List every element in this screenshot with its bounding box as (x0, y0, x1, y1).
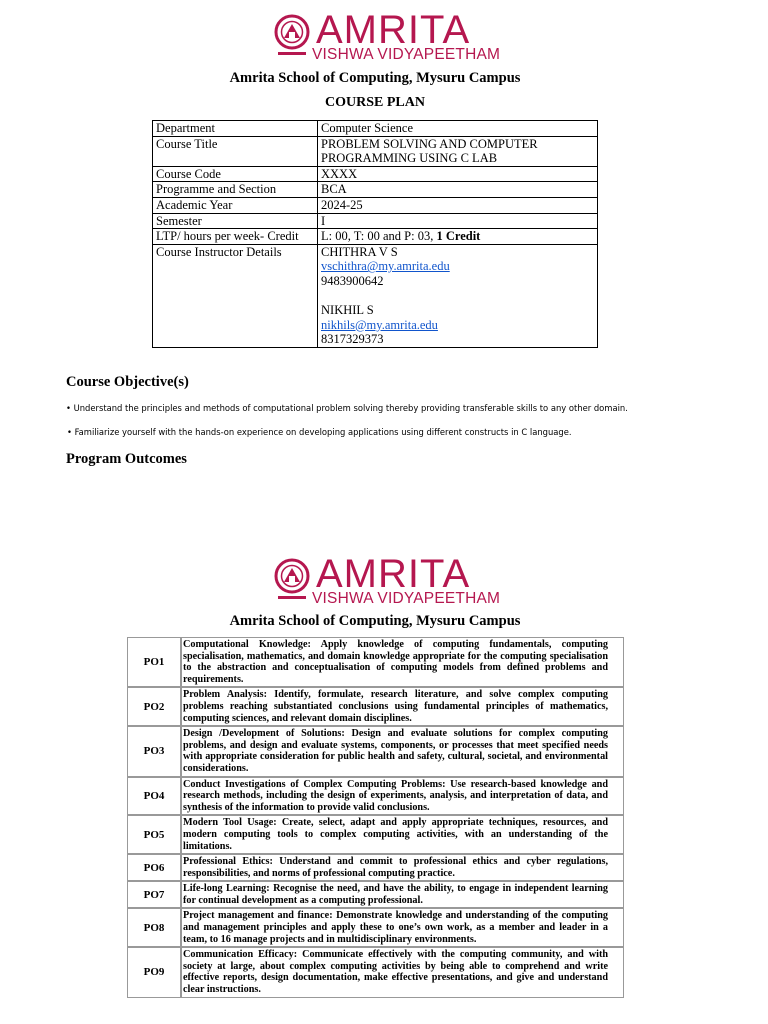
objective-item: • Familiarize yourself with the hands-on experience on developing applications using different constructs in C language. (67, 427, 572, 437)
info-key: Programme and Section (153, 182, 318, 198)
po-code: PO8 (127, 908, 181, 947)
course-plan-title: COURSE PLAN (325, 95, 425, 110)
info-key: Course Code (153, 166, 318, 182)
info-value: XXXX (318, 166, 598, 182)
info-key: LTP/ hours per week- Credit (153, 229, 318, 245)
po-description: Communication Efficacy: Communicate effectively with the computing community, and with society at large, about complex computing activities by being able to comprehend and write effective reports, design documentation, make effective presentations, and give and understand clear instructions. (181, 947, 624, 997)
amrita-emblem-icon (272, 14, 312, 60)
table-row (127, 687, 624, 726)
po-description: Design /Development of Solutions: Design and evaluate solutions for complex computing problems, and design and evaluate systems, components, or processes that meet specified needs with appropriate consideration for public health and safety, cultural, societal, and environmental considerations. (181, 726, 624, 776)
table-row (153, 166, 598, 182)
table-row (127, 637, 624, 687)
info-key: Course Title (153, 136, 318, 166)
info-key: Academic Year (153, 197, 318, 213)
table-row (127, 881, 624, 908)
table-row (153, 229, 598, 245)
po-description: Project management and finance: Demonstrate knowledge and understanding of the computing and management principles and apply these to one’s own work, as a member and leader in a team, to 16 manage projects and in multidisciplinary environments. (181, 908, 624, 947)
info-value: I (318, 213, 598, 229)
po-code: PO1 (127, 637, 181, 687)
objectives-heading: Course Objective(s) (66, 374, 189, 390)
po-code: PO3 (127, 726, 181, 776)
info-key: Department (153, 121, 318, 137)
info-value (318, 229, 598, 245)
spacer (321, 289, 594, 304)
instructor-email-link[interactable]: nikhils@my.amrita.edu (321, 317, 438, 332)
table-row (127, 726, 624, 776)
info-key: Semester (153, 213, 318, 229)
table-row (153, 136, 598, 166)
table-row (153, 197, 598, 213)
logo-subtitle: VISHWA VIDYAPEETHAM (312, 590, 501, 607)
instructor-name: CHITHRA V S (321, 244, 398, 259)
program-outcomes-heading: Program Outcomes (66, 451, 187, 467)
instructor-email-link[interactable]: vschithra@my.amrita.edu (321, 259, 450, 274)
instructor-phone: 9483900642 (321, 273, 384, 288)
po-code: PO2 (127, 687, 181, 726)
program-outcomes-table (127, 637, 624, 998)
table-row (153, 182, 598, 198)
table-row (153, 121, 598, 137)
po-code: PO4 (127, 777, 181, 816)
po-description: Computational Knowledge: Apply knowledge of computing fundamentals, computing specialisation, mathematics, and domain knowledge appropriate for the computing specialisation to the abstraction and conceptualisation of computing models from defined problems and requirements. (181, 637, 624, 687)
logo-subtitle: VISHWA VIDYAPEETHAM (312, 46, 501, 63)
table-row (127, 947, 624, 997)
po-description: Conduct Investigations of Complex Computing Problems: Use research-based knowledge and research methods, including the design of experiments, analysis, and interpretation of data, and synthesis of the information to provide valid conclusions. (181, 777, 624, 816)
table-row (127, 854, 624, 881)
amrita-logo (0, 8, 768, 64)
instructor-details (318, 244, 598, 347)
info-value: Computer Science (318, 121, 598, 137)
objective-item: • Understand the principles and methods of computational problem solving thereby providing transferable skills to any other domain. (66, 403, 628, 413)
po-code: PO5 (127, 815, 181, 854)
amrita-logo (0, 552, 768, 608)
info-value: PROBLEM SOLVING AND COMPUTER PROGRAMMING USING C LAB (318, 136, 598, 166)
table-row (127, 908, 624, 947)
info-key: Course Instructor Details (153, 244, 318, 347)
info-value: 2024-25 (318, 197, 598, 213)
logo-wordmark: AMRITA (316, 8, 471, 52)
info-value: BCA (318, 182, 598, 198)
amrita-emblem-icon (272, 558, 312, 604)
instructor-name: NIKHIL S (321, 303, 374, 318)
campus-heading: Amrita School of Computing, Mysuru Campus (229, 613, 521, 629)
table-row (153, 213, 598, 229)
po-code: PO7 (127, 881, 181, 908)
table-row (127, 777, 624, 816)
logo-wordmark: AMRITA (316, 552, 471, 596)
po-description: Life-long Learning: Recognise the need, and have the ability, to engage in independent learning for continual development as a computing professional. (181, 881, 624, 908)
table-row (153, 244, 598, 347)
po-description: Professional Ethics: Understand and commit to professional ethics and cyber regulations, responsibilities, and norms of professional computing practice. (181, 854, 624, 881)
ltp-hours: L: 00, T: 00 and P: 03, (321, 229, 437, 244)
po-description: Modern Tool Usage: Create, select, adapt and apply appropriate techniques, resources, and modern computing tools to complex computing activities, with an understanding of the limitations. (181, 815, 624, 854)
table-row (127, 815, 624, 854)
campus-heading: Amrita School of Computing, Mysuru Campus (229, 70, 521, 86)
po-code: PO9 (127, 947, 181, 997)
po-description: Problem Analysis: Identify, formulate, research literature, and solve complex computing problems reaching substantiated conclusions using fundamental principles of mathematics, computing sciences, and relevant domain disciplines. (181, 687, 624, 726)
ltp-credit: 1 Credit (436, 229, 481, 244)
course-info-table (152, 120, 598, 348)
po-code: PO6 (127, 854, 181, 881)
instructor-phone: 8317329373 (321, 332, 384, 347)
